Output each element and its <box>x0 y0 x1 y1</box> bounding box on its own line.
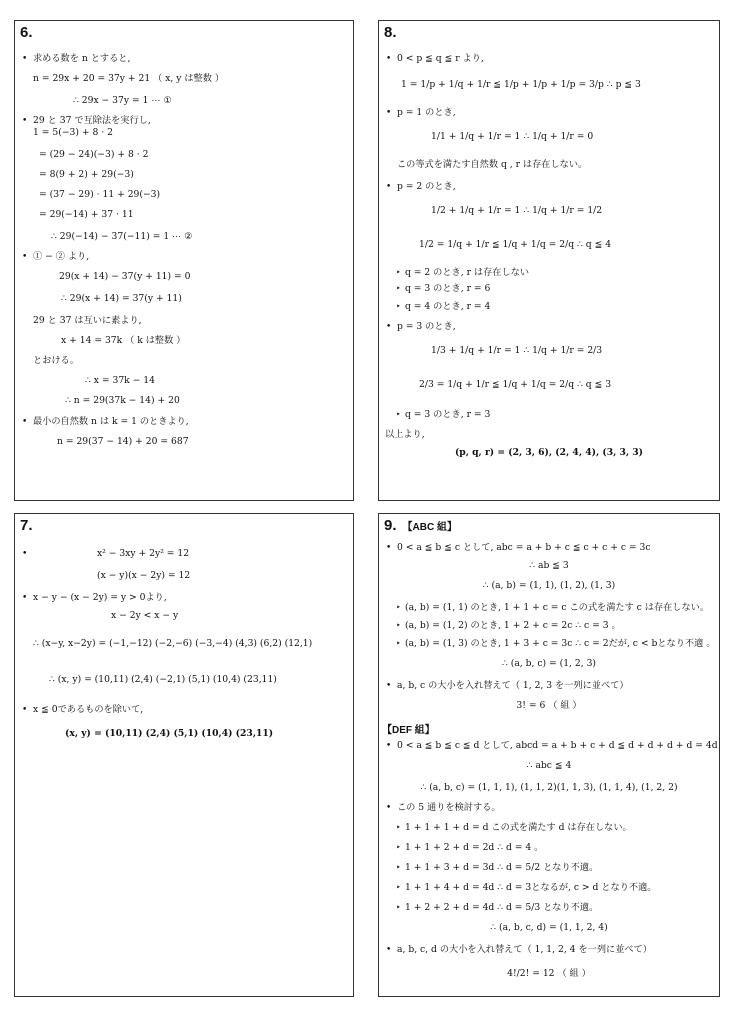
problem-7-title: 7. <box>20 517 33 534</box>
p7-answer: (x, y) = (10,11) (2,4) (5,1) (10,4) (23,11) <box>65 728 274 739</box>
p8-line: 以上より, <box>385 429 425 440</box>
p9-line: ‣ 1 + 1 + 3 + d = 3d ∴ d = 5/2 となり不適。 <box>405 862 598 874</box>
p9-line: • 0 < a ≦ b ≦ c として, abc = a + b + c ≦ c + c + c = 3c <box>397 542 651 554</box>
p9-line: ∴ (a, b, c) = (1, 2, 3) <box>501 658 597 669</box>
problem-6-panel <box>14 20 354 501</box>
p8-line: ‣ q = 3 のとき, r = 3 <box>405 409 490 421</box>
p6-line: = 29(−14) + 37 · 11 <box>39 209 134 220</box>
p9-line: ‣ 1 + 2 + 2 + d = 4d ∴ d = 5/3 となり不適。 <box>405 902 598 914</box>
p9-answer-abc: 3! = 6 （ 組 ） <box>516 700 582 711</box>
p6-line: 1 = 5(−3) + 8 · 2 <box>33 127 113 138</box>
p9-line: ‣ (a, b) = (1, 1) のとき, 1 + 1 + c = c この式を満たす c は存在しない。 <box>405 602 709 614</box>
p8-line: ‣ q = 2 のとき, r は存在しない <box>405 267 529 279</box>
p9-line: ∴ ab ≦ 3 <box>529 560 569 571</box>
p6-line: 29(x + 14) − 37(y + 11) = 0 <box>59 271 191 282</box>
abc-group-header: 【ABC 組】 <box>402 522 457 533</box>
problem-9-title <box>384 517 457 534</box>
p6-line: ∴ 29x − 37y = 1 ⋯ ① <box>73 95 172 106</box>
problem-9-panel <box>378 513 720 997</box>
problem-6-title: 6. <box>20 24 33 41</box>
p6-line: 29 と 37 は互いに素より, <box>33 315 142 326</box>
p6-line: ∴ n = 29(37k − 14) + 20 <box>65 395 180 406</box>
p9-line: ∴ abc ≦ 4 <box>526 760 572 771</box>
p7-line: • x ≦ 0であるものを除いて, <box>33 704 143 716</box>
p8-line: • 0 < p ≦ q ≦ r より, <box>397 53 484 65</box>
def-group-header: 【DEF 組】 <box>382 725 435 736</box>
p8-line: 2/3 = 1/q + 1/r ≦ 1/q + 1/q = 2/q ∴ q ≦ 3 <box>419 379 612 390</box>
p9-line: • 0 < a ≦ b ≦ c ≦ d として, abcd = a + b + c + d ≦ d + d + d + d = 4d <box>397 740 718 752</box>
p6-line: x + 14 = 37k （ k は整数 ） <box>61 335 186 346</box>
p8-line: 1/3 + 1/q + 1/r = 1 ∴ 1/q + 1/r = 2/3 <box>431 345 603 356</box>
p6-line: ∴ 29(−14) − 37(−11) = 1 ⋯ ② <box>51 231 193 242</box>
p6-line: • 求める数を n とすると, <box>33 53 130 65</box>
p9-line: ‣ (a, b) = (1, 2) のとき, 1 + 2 + c = 2c ∴ c = 3 。 <box>405 620 621 632</box>
p8-line: ‣ q = 3 のとき, r = 6 <box>405 283 490 295</box>
p6-line: n = 29x + 20 = 37y + 21 （ x, y は整数 ） <box>33 73 225 84</box>
p7-line: ∴ (x−y, x−2y) = (−1,−12) (−2,−6) (−3,−4) (4,3) (6,2) (12,1) <box>33 638 313 649</box>
p9-line: ‣ 1 + 1 + 1 + d = d この式を満たす d は存在しない。 <box>405 822 632 834</box>
p6-line: = (29 − 24)(−3) + 8 · 2 <box>39 149 149 160</box>
p6-line: = (37 − 29) · 11 + 29(−3) <box>39 189 161 200</box>
bullet: • <box>22 548 28 559</box>
p6-line: n = 29(37 − 14) + 20 = 687 <box>57 436 189 447</box>
p7-line: (x − y)(x − 2y) = 12 <box>97 570 191 581</box>
p8-line: この等式を満たす自然数 q , r は存在しない。 <box>397 159 588 170</box>
p9-line: ∴ (a, b) = (1, 1), (1, 2), (1, 3) <box>482 580 616 591</box>
p8-line: • p = 2 のとき, <box>397 181 456 193</box>
p6-line: ∴ 29(x + 14) = 37(y + 11) <box>61 293 182 304</box>
problem-8-title: 8. <box>384 24 397 41</box>
p9-line: ‣ (a, b) = (1, 3) のとき, 1 + 3 + c = 3c ∴ c = 2だが, c < bとなり不適 。 <box>405 638 715 650</box>
problem-7-panel <box>14 513 354 997</box>
p9-line: ∴ (a, b, c) = (1, 1, 1), (1, 1, 2)(1, 1, 3), (1, 1, 4), (1, 2, 2) <box>420 782 678 793</box>
p8-line: 1/1 + 1/q + 1/r = 1 ∴ 1/q + 1/r = 0 <box>431 131 594 142</box>
p8-line: ‣ q = 4 のとき, r = 4 <box>405 301 490 313</box>
p6-line: • ① − ② より, <box>33 251 89 263</box>
p9-line: ∴ (a, b, c, d) = (1, 1, 2, 4) <box>490 922 608 933</box>
p7-line: • x − y − (x − 2y) = y > 0より, <box>33 592 167 604</box>
p9-line: • a, b, c, d の大小を入れ替えて（ 1, 1, 2, 4 を一列に並べて） <box>397 944 652 956</box>
p8-line: • p = 3 のとき, <box>397 321 456 333</box>
p6-line: とおける。 <box>33 355 79 366</box>
p6-line: = 8(9 + 2) + 29(−3) <box>39 169 134 180</box>
p7-line: x² − 3xy + 2y² = 12 <box>97 548 190 559</box>
p8-line: 1 = 1/p + 1/q + 1/r ≦ 1/p + 1/p + 1/p = 3/p ∴ p ≦ 3 <box>401 79 641 90</box>
p8-line: 1/2 + 1/q + 1/r = 1 ∴ 1/q + 1/r = 1/2 <box>431 205 603 216</box>
p8-line: 1/2 = 1/q + 1/r ≦ 1/q + 1/q = 2/q ∴ q ≦ 4 <box>419 239 612 250</box>
p9-line: ‣ 1 + 1 + 4 + d = 4d ∴ d = 3となるが, c > d となり不適。 <box>405 882 656 894</box>
p9-line: • a, b, c の大小を入れ替えて（ 1, 2, 3 を一列に並べて） <box>397 680 629 692</box>
p9-line: ‣ 1 + 1 + 2 + d = 2d ∴ d = 4 。 <box>405 842 543 854</box>
p8-line: • p = 1 のとき, <box>397 107 456 119</box>
problem-9-number: 9. <box>384 517 397 534</box>
p6-line: ∴ x = 37k − 14 <box>85 375 155 386</box>
p6-line: • 29 と 37 で互除法を実行し, <box>33 115 151 127</box>
p8-answer: (p, q, r) = (2, 3, 6), (2, 4, 4), (3, 3, 3) <box>454 447 644 458</box>
problem-8-panel <box>378 20 720 501</box>
p7-line: ∴ (x, y) = (10,11) (2,4) (−2,1) (5,1) (10,4) (23,11) <box>49 674 277 685</box>
p9-answer-def: 4!/2! = 12 （ 組 ） <box>507 968 591 979</box>
p6-line: • 最小の自然数 n は k = 1 のときより, <box>33 416 189 428</box>
p9-line: • この 5 通りを検討する。 <box>397 802 501 814</box>
p7-line: x − 2y < x − y <box>111 610 179 621</box>
